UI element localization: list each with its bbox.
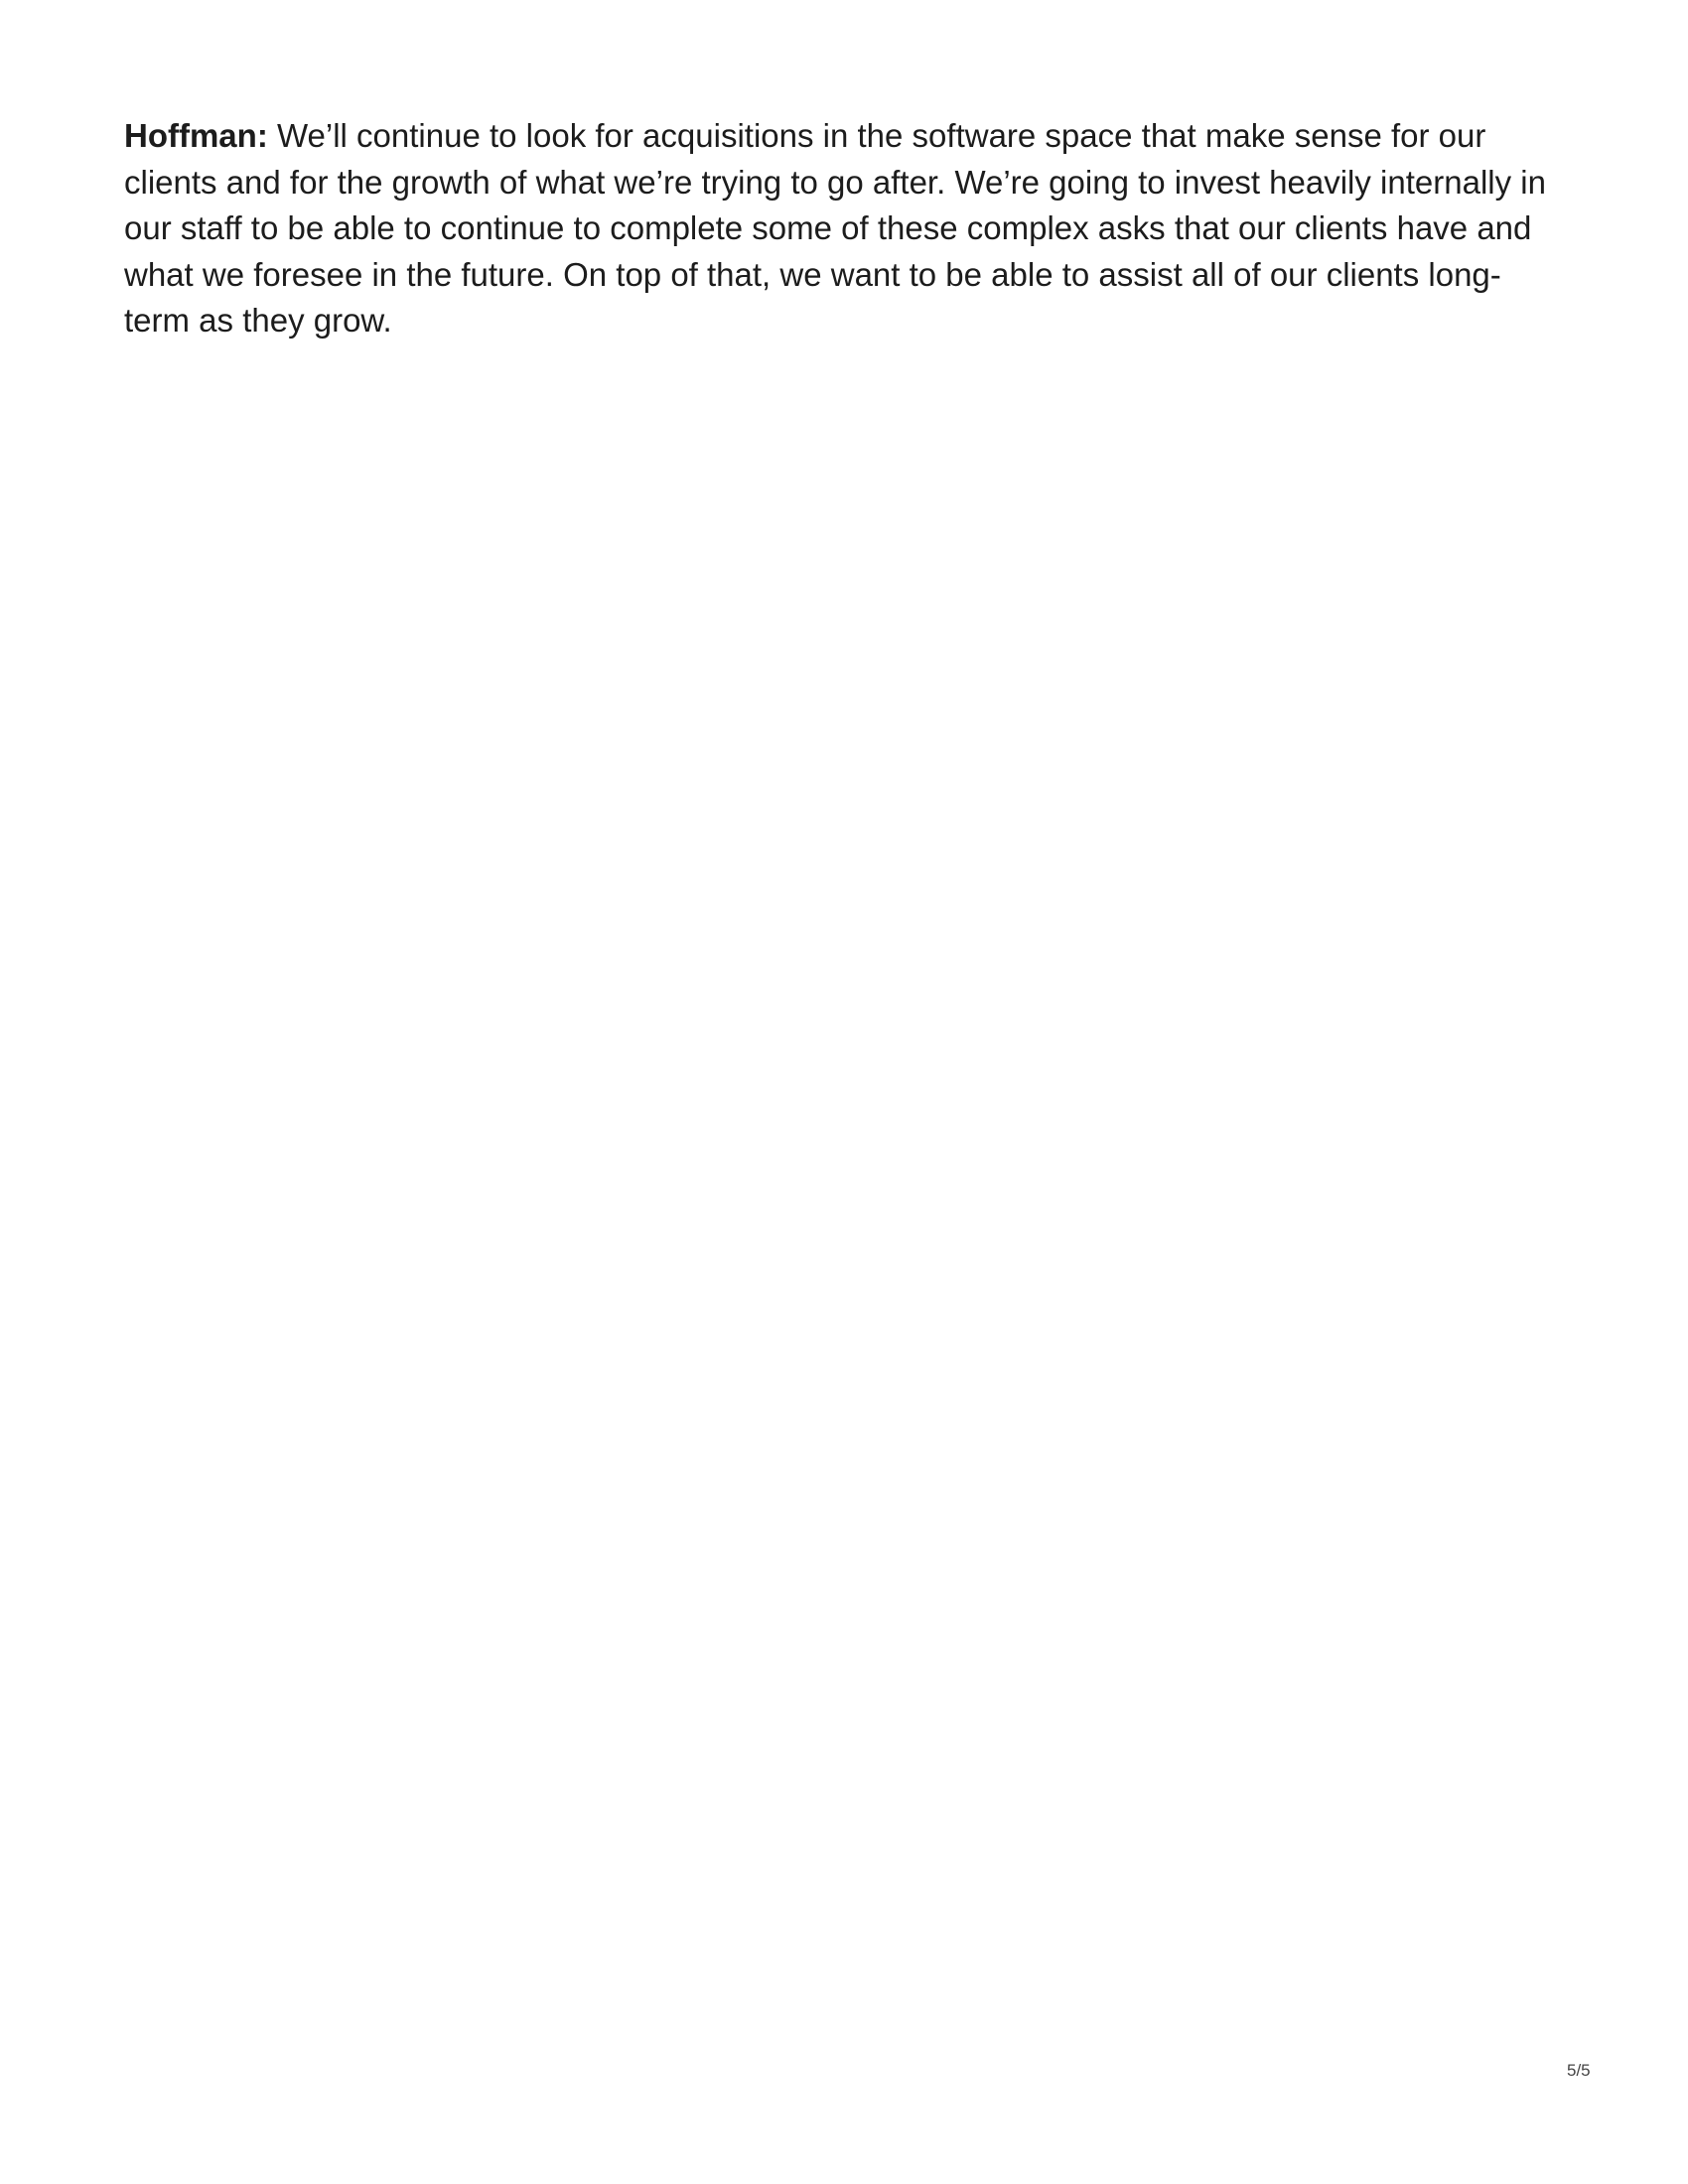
answer-text-line-4: what we foresee in the future. On top of that, we want to be able to assist all of our clients long- (124, 255, 1501, 293)
page-number: 5/5 (1567, 2061, 1591, 2080)
answer-text-line-2: clients and for the growth of what we’re trying to go after. We’re going to invest heavily internally in (124, 163, 1546, 201)
paragraph-line-1 (124, 113, 1564, 160)
interview-answer-paragraph (124, 113, 1564, 344)
answer-text-line-5: term as they grow. (124, 302, 392, 339)
speaker-name: Hoffman: (124, 117, 268, 154)
answer-text-line-3: our staff to be able to continue to complete some of these complex asks that our clients have and (124, 209, 1532, 246)
answer-text-line-1: We’ll continue to look for acquisitions in the software space that make sense for our (267, 117, 1486, 154)
